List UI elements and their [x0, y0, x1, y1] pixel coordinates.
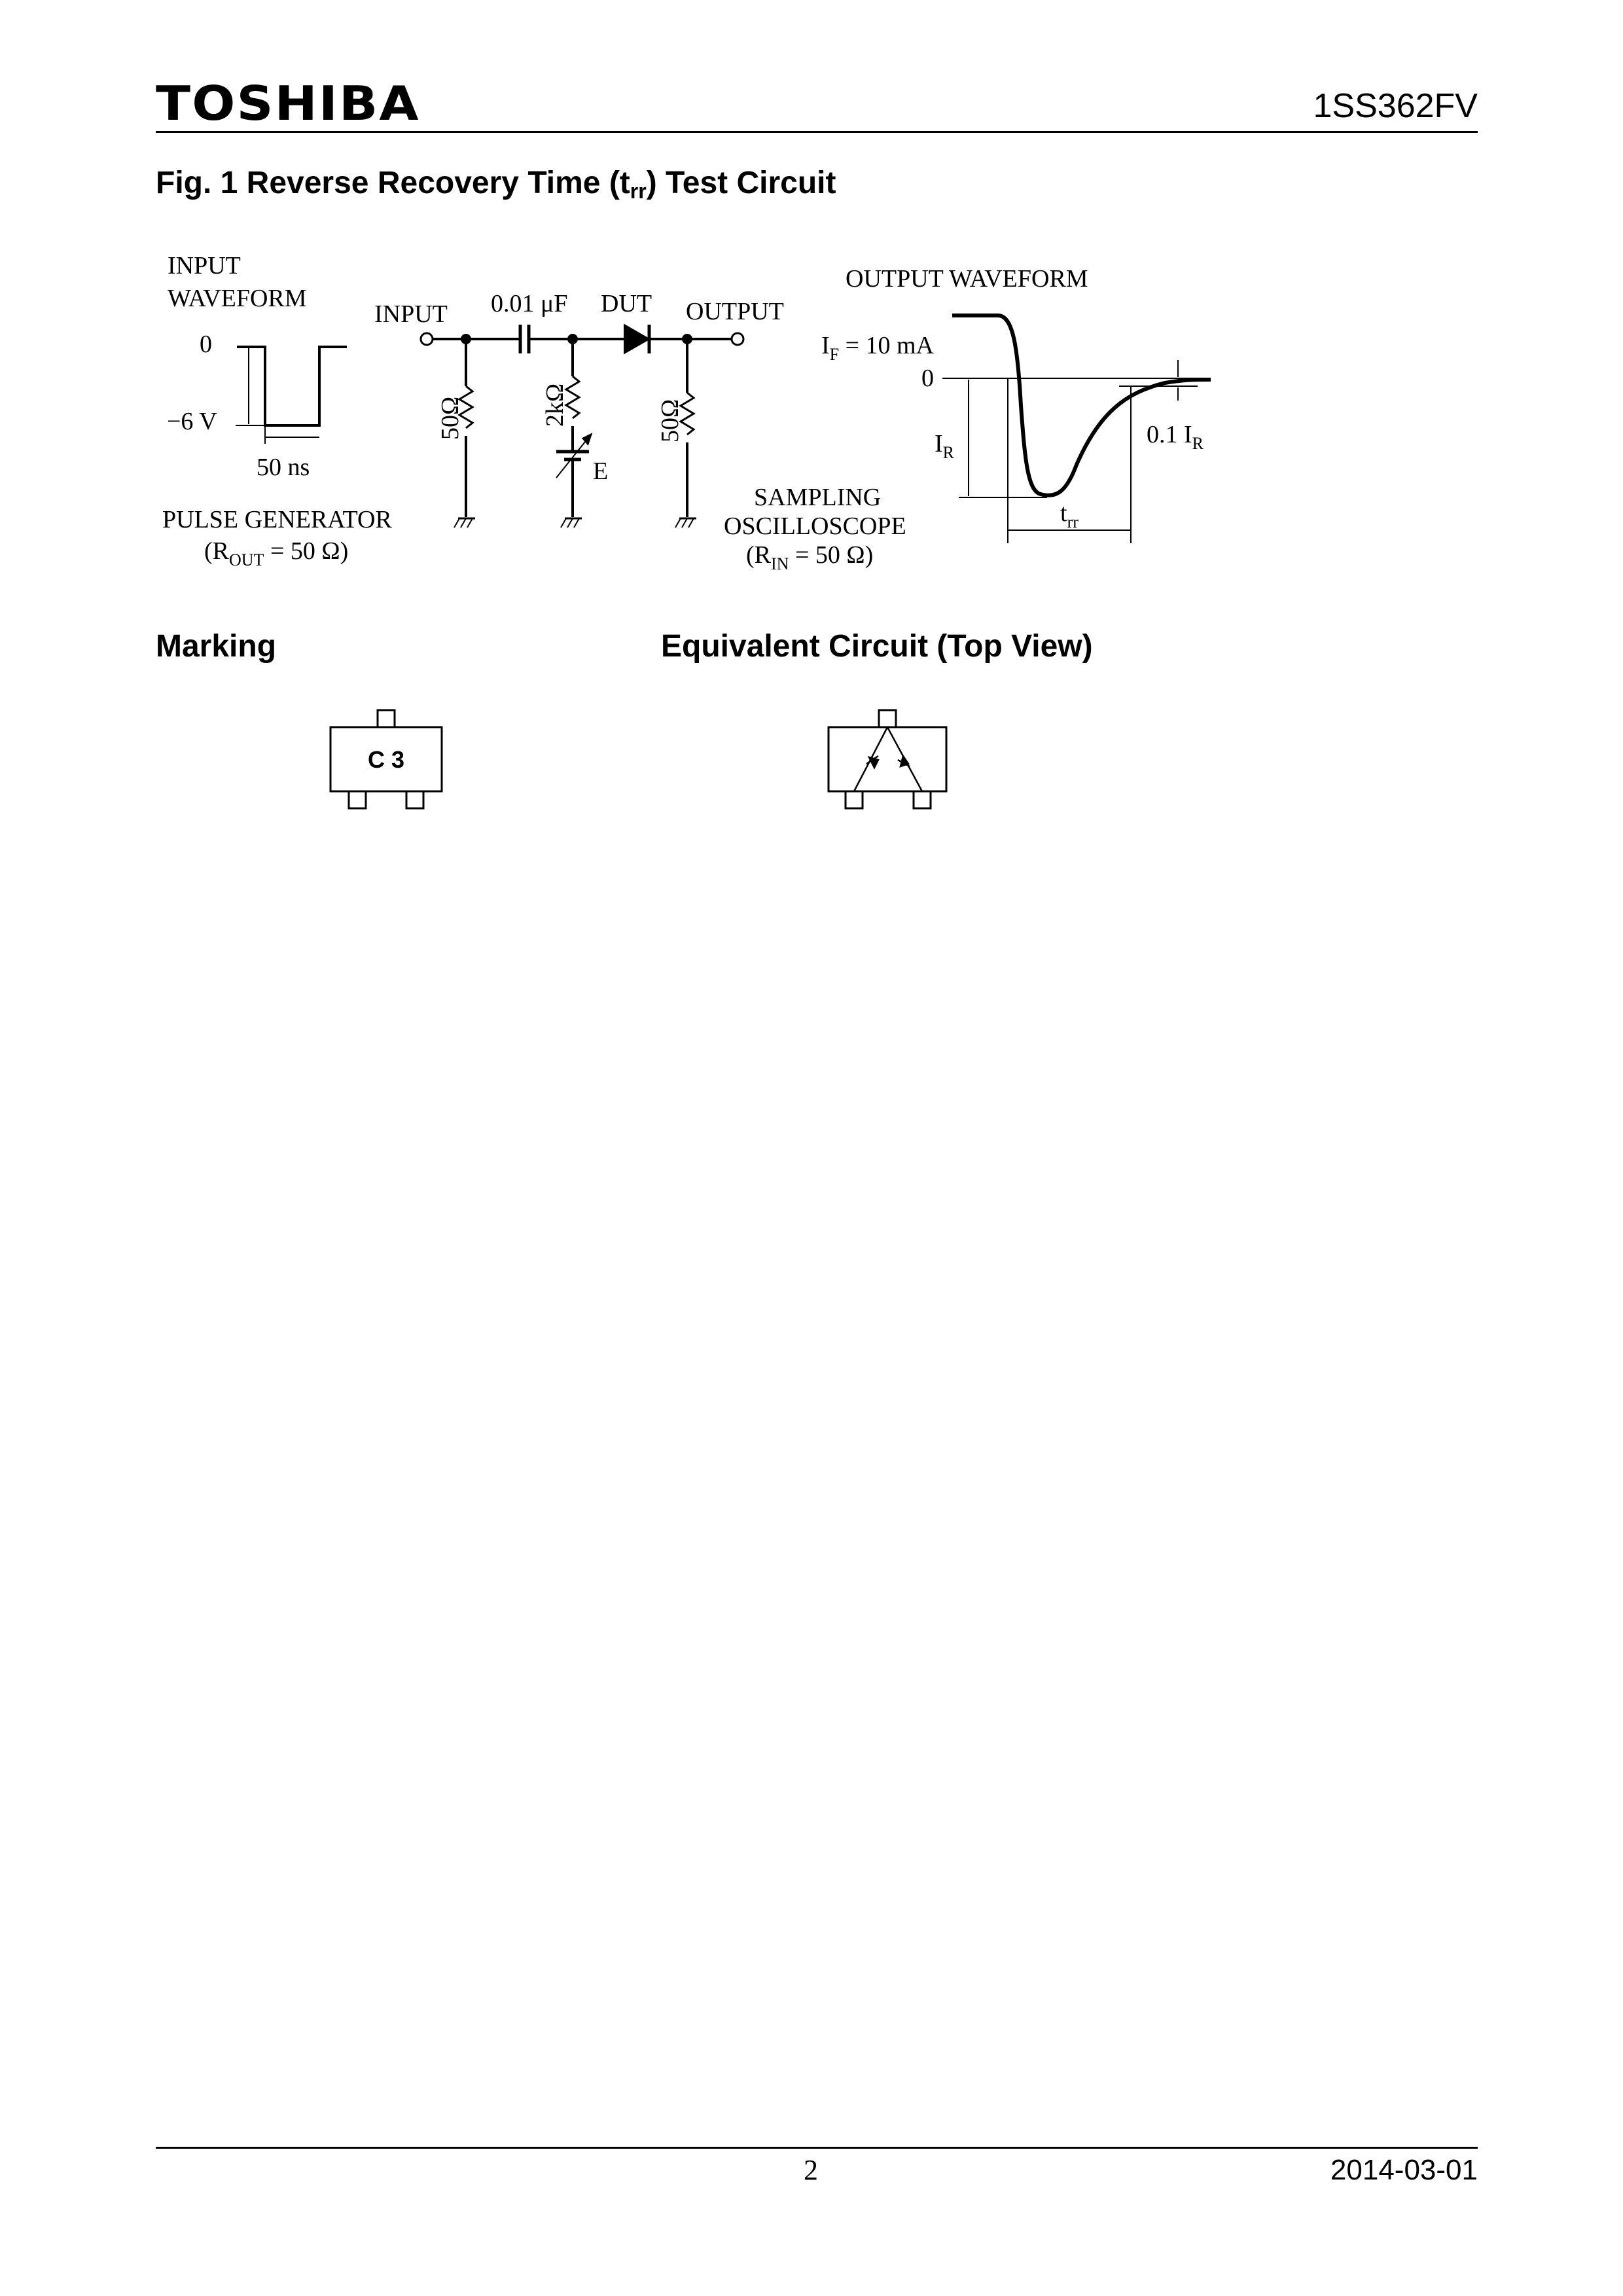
zero-label: 0 [921, 365, 934, 392]
page-number: 2 [804, 2154, 818, 2186]
output-waveform-label: OUTPUT WAVEFORM [846, 265, 1088, 293]
marking-package [324, 704, 455, 815]
equivalent-circuit-heading: Equivalent Circuit (Top View) [661, 629, 1093, 664]
r2-value: 2kΩ [541, 383, 569, 427]
input-waveform-label-2: WAVEFORM [168, 285, 307, 312]
dut-label: DUT [601, 290, 652, 317]
sampling-label: SAMPLING [754, 484, 882, 511]
r3-value: 50Ω [656, 399, 684, 442]
rout-label: ($R_{OUT} = 50$ Ω) [204, 537, 349, 569]
equivalent-circuit-diagram [818, 704, 955, 815]
ir-tenth-label: 0.1 $I_R$ [1147, 421, 1204, 453]
figure1-title-post: ) Test Circuit [646, 166, 836, 200]
pulse-width: 50 ns [257, 454, 310, 481]
trr-label: $t_{rr}$ [1060, 499, 1079, 531]
input-level-zero: 0 [200, 331, 212, 358]
trr-test-circuit [0, 0, 1623, 602]
input-level-neg: −6 V [167, 408, 217, 435]
part-number: 1SS362FV [1313, 87, 1478, 125]
circuit-input-label: INPUT [374, 300, 448, 328]
revision-date: 2014-03-01 [1330, 2154, 1478, 2186]
oscilloscope-label: OSCILLOSCOPE [724, 512, 906, 540]
circuit-output-label: OUTPUT [686, 298, 784, 325]
input-waveform-label-1: INPUT [168, 252, 241, 279]
marking-heading: Marking [156, 629, 277, 664]
capacitor-value: 0.01 μF [491, 290, 568, 317]
toshiba-logo: TOSHIBA [156, 76, 420, 131]
r1-value: 50Ω [437, 396, 464, 440]
figure1-title-pre: Fig. 1 Reverse Recovery Time (t [156, 166, 630, 200]
rin-label: ($R_{IN} = 50$ Ω) [746, 541, 874, 573]
ir-label: $I_R$ [935, 430, 954, 462]
marking-code: C 3 [367, 746, 405, 773]
footer-rule [156, 2147, 1478, 2149]
if-label: $I_F = 10$ mA [821, 332, 935, 364]
e-label: E [593, 457, 609, 485]
pulse-generator-label: PULSE GENERATOR [162, 506, 392, 533]
figure1-title-sub: rr [630, 179, 647, 203]
